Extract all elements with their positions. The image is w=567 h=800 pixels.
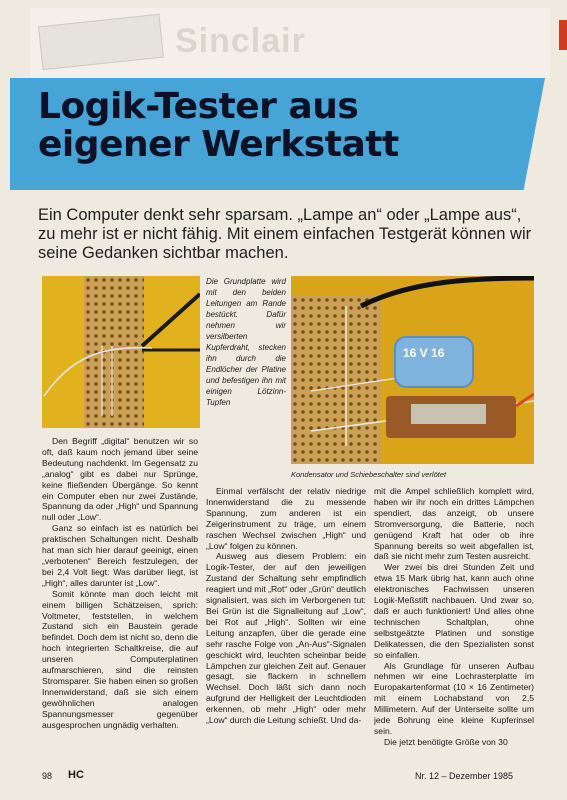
body-column-3 [374, 486, 534, 748]
magazine-logo: HC [68, 769, 84, 781]
photo-capacitor-switch [291, 276, 534, 464]
paragraph: Somit könnte man doch leicht mit einem billigen Schätzeisen, sprich: Voltmeter, feststellen, in welchem Zustand sich ein Baustein gerade befindet. Doch dem ist nicht so, denn die hoch integrierten Schaltkreise, die auf unseren Computerplatinen aufmarschieren, sind die reinsten Stromsparer. Sie haben einen so großen Innenwiderstand, daß sie sich einem gewöhnlichen analogen Spannungsmesser gegenüber ausgesprochen ungnädig verhalten. [42, 588, 198, 730]
paragraph: Einmal verfälscht der relativ niedrige Innenwiderstand die zu messende Spannung, zum anderen ist ein Zeigerinstrument zu träge, um einem raschen Wechsel zwischen „High“ und „Low“ folgen zu können. [206, 486, 366, 551]
red-page-marker [559, 20, 567, 50]
photo-caption-bottom: Kondensator und Schiebeschalter sind verlötet [291, 470, 447, 479]
title-line-2: eigener Werkstatt [38, 124, 399, 165]
photo-caption-side: Die Grundplatte wird mit den beiden Leitungen am Rande bestückt. Dafür nehmen wir versilberten Kupferdraht, stecken ihn durch die Endlöcher der Platine und befestigen ihn mit einigen Lötzinn-Tupfen [206, 277, 286, 407]
paragraph: Wer zwei bis drei Stunden Zeit und etwa 15 Mark übrig hat, kann auch ohne elektronisches Fachwissen unseren Logik-Meßstift nachbauen. Und zwar so, daß er auch funktioniert! Und alles ohne technischen Schaltplan, ohne selbstgeätzte Platinen und sonstige Delikatessen, die den Spezialisten sonst so einfallen. [374, 562, 534, 660]
paragraph: mit die Ampel schließlich komplett wird, haben wir ihr noch ein drittes Lämpchen spendiert, das anzeigt, ob unsere Stromversorgung, die Batterie, noch genügend Kraft hat oder ob ihre Spannung bereits so weit abgefallen ist, daß sie nicht mehr zum Testen ausreicht. [374, 486, 534, 562]
paragraph: Als Grundlage für unseren Aufbau nehmen wir eine Lochrasterplatte im Europakartenformat (10 × 16 Zentimeter) mit einem Lochabstand von 2,5 Millimetern. Auf der Unterseite sollte um jede Bohrung eine kleine Kupferinsel sein. [374, 660, 534, 736]
issue-date: Nr. 12 – Dezember 1985 [415, 771, 514, 781]
paragraph: Die jetzt benötigte Größe von 30 [384, 736, 508, 747]
article-title [38, 88, 399, 164]
paragraph: Den Begriff „digital“ benutzen wir so oft, daß kaum noch jemand über seine Bedeutung nachdenkt. Im Gegensatz zu „analog“ gibt es dabei nur Sprünge, keine fließenden Übergänge. So kennt ein Computer eben nur zwei Zustände, Spannung da oder „High“ und Spannung null oder „Low“. [42, 436, 198, 523]
paragraph: Ganz so einfach ist es natürlich bei praktischen Schaltungen nicht. Deshalb hat man sich hier darauf geeinigt, einen „verbotenen“ Bereich festzulegen, der bei 2,4 Volt liegt: Was darüber liegt, ist „High“, alles darunter ist „Low“. [42, 523, 198, 588]
body-column-2 [206, 486, 366, 726]
title-line-1: Logik-Tester aus [38, 86, 359, 127]
photo-perfboard [42, 276, 200, 428]
capacitor-label: 16 V 16 [403, 346, 445, 360]
background-logo-text: Sinclair [175, 22, 306, 60]
body-column-1 [42, 436, 198, 730]
lead-paragraph: Ein Computer denkt sehr sparsam. „Lampe an“ oder „Lampe aus“, zu mehr ist er nicht fähig. Mit einem einfachen Testgerät können wir seine Gedanken sichtbar machen. [38, 206, 532, 262]
paragraph: Ausweg aus diesem Problem: ein Logik-Tester, der auf den jeweiligen Zustand der Schaltung sehr empfindlich reagiert und mit „Rot“ oder „Grün“ deutlich signalisiert, was sich im Verborgenen tut: Bei Grün ist die Signalleitung auf „Low“, bei Rot auf „High“. Sollten wir eine Leitung anzapfen, über die gerade eine sehr rasche Folge von „An-Aus“-Signalen geschickt wird, leuchten scheinbar beide Lämpchen zur gleichen Zeit auf. Genauer gesagt, sie flackern in schnellem Wechsel. Doch läßt sich dann noch aufgrund der Helligkeit der Leuchtdioden erkennen, ob mehr „High“ oder mehr „Low“ durch die Leitung schießt. Und da- [206, 551, 367, 726]
page-number: 98 [42, 771, 53, 781]
